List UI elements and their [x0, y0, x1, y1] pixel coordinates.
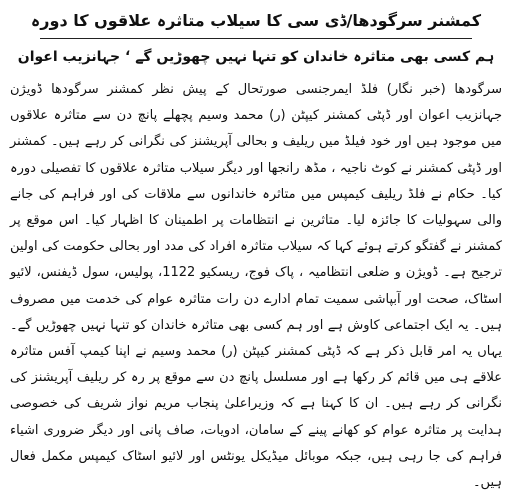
headline-divider	[40, 38, 472, 39]
subheadline: ہم کسی بھی متاثرہ خاندان کو تنہا نہیں چھوڑیں گے ‘ جہانزیب اعوان	[17, 49, 495, 65]
headline: کمشنر سرگودھا/ڈی سی کا سیلاب متاثرہ علاقوں کا دورہ	[30, 11, 482, 30]
article-body: سرگودھا (خبر نگار) فلڈ ایمرجنسی صورتحال کے پیش نظر کمشنر سرگودھا ڈویژن جہانزیب اعوان اور ڈپٹی کمشنر کیپٹن (ر) محمد وسیم پچھلے پانچ دن سے متاثرہ علاقوں میں موجود ہیں اور خود فیلڈ میں ریلیف و بحالی آپریشنز کی نگرانی کر رہے ہیں۔ کمشنر اور ڈپٹی کمشنر نے کوٹ ناجیہ ، مڈھ رانجھا اور دیگر سیلاب متاثرہ علاقوں کا تفصیلی دورہ کیا۔ حکام نے فلڈ ریلیف کیمپس میں متاثرہ خاندانوں سے ملاقات کی اور فراہم کی جانے والی سہولیات کا جائزہ لیا۔ متاثرین نے انتظامات پر اطمینان کا اظہار کیا۔ اس موقع پر کمشنر نے گفتگو کرتے ہوئے کہا کہ سیلاب متاثرہ افراد کی مدد اور بحالی حکومت کی اولین ترجیح ہے۔ ڈویژن و ضلعی انتظامیہ ، پاک فوج، ریسکیو 1122، پولیس، سول ڈیفنس، لائیو اسٹاک، صحت اور آبپاشی سمیت تمام ادارے دن رات متاثرہ عوام کی خدمت میں مصروف ہیں۔ یہ ایک اجتماعی کاوش ہے اور ہم کسی بھی متاثرہ خاندان کو تنہا نہیں چھوڑیں گے۔ یہاں یہ امر قابل ذکر ہے کہ ڈپٹی کمشنر کیپٹن (ر) محمد وسیم نے اپنا کیمپ آفس متاثرہ علاقے ہی میں قائم کر رکھا ہے اور مسلسل پانچ دن سے موقع پر رہ کر ریلیف آپریشنز کی نگرانی کر رہے ہیں۔ ان کا کہنا ہے کہ وزیراعلیٰ پنجاب مریم نواز شریف کی خصوصی ہدایت پر متاثرہ عوام کو کھانے پینے کے سامان، ادویات، صاف پانی اور دیگر ضروری اشیاء فراہم کی جا رہی ہیں، جبکہ موبائل میڈیکل یونٹس اور لائیو اسٹاک کیمپس مکمل فعال ہیں۔	[10, 82, 502, 491]
